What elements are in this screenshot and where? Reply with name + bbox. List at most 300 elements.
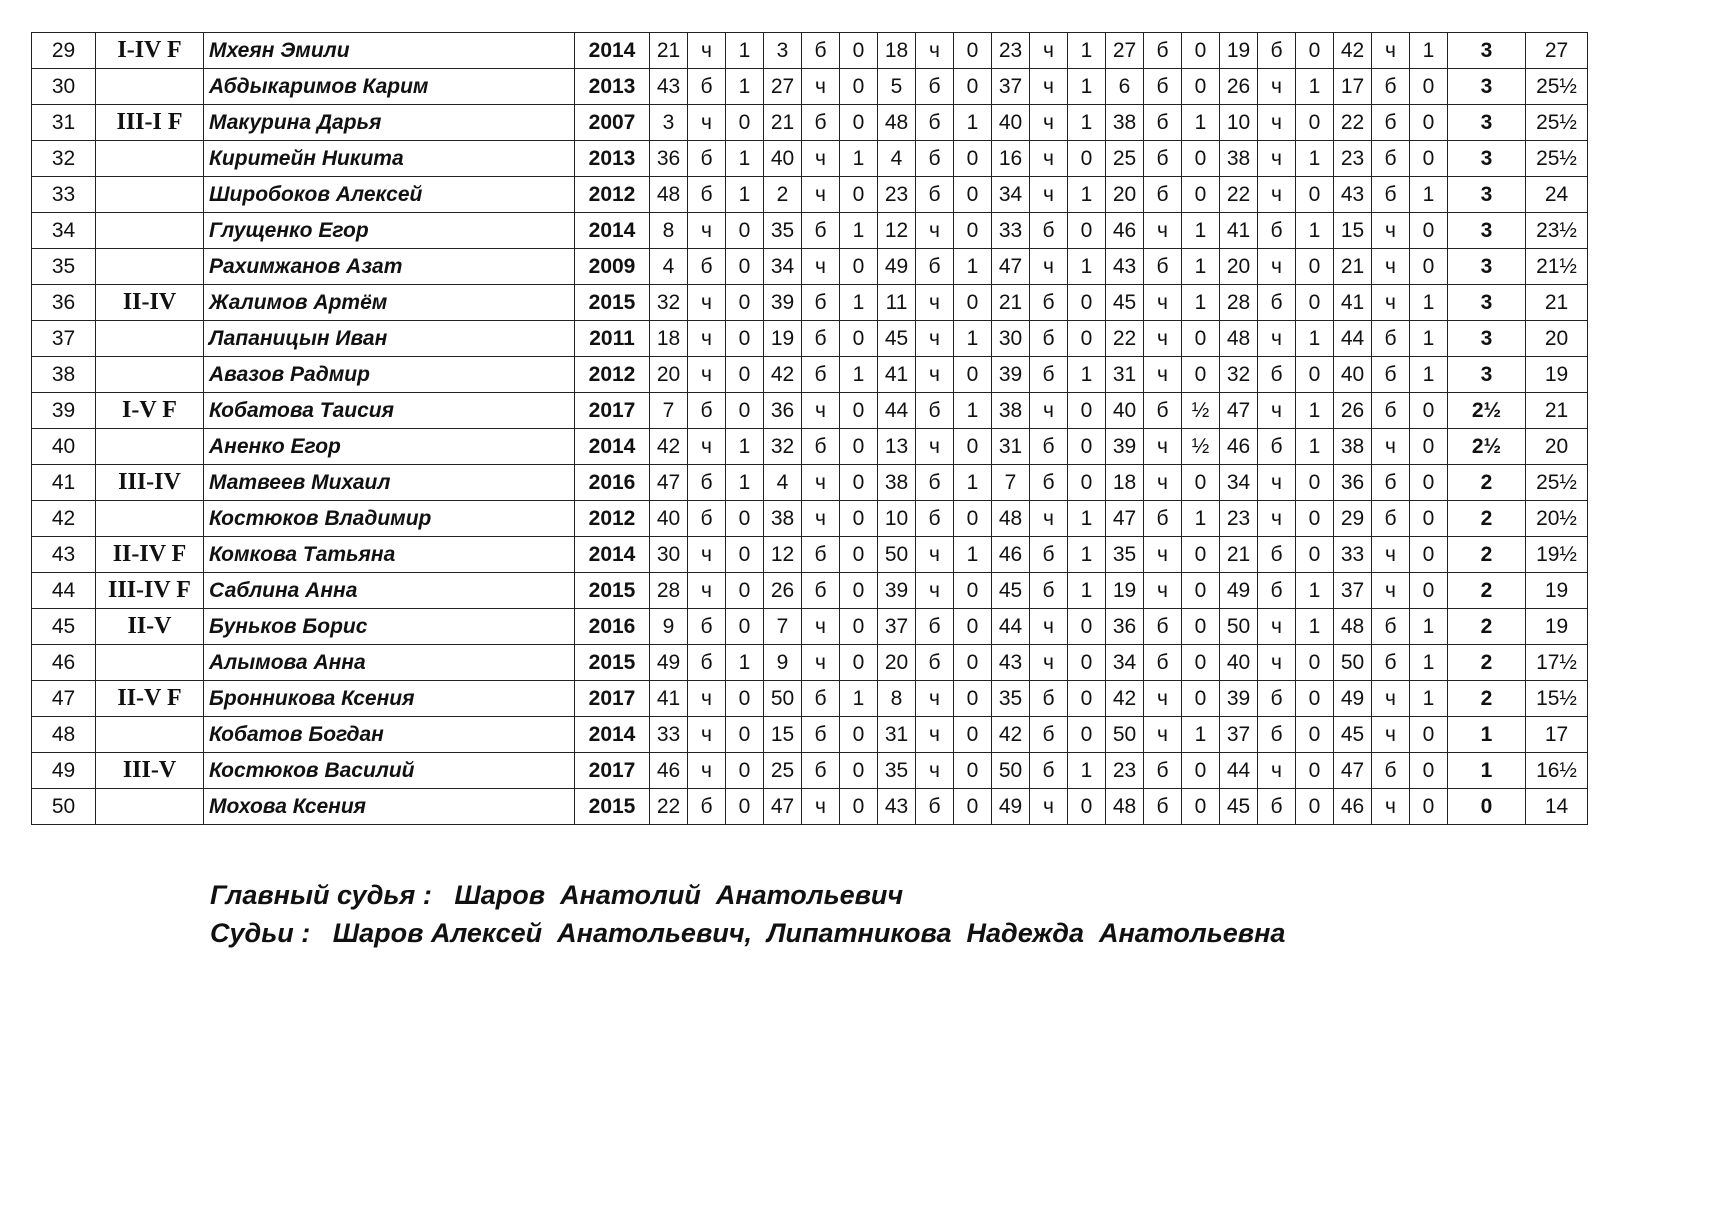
round-6-opponent-cell: 21 — [1220, 537, 1258, 573]
round-5-color-cell: ч — [1144, 429, 1182, 465]
round-6-color-cell: б — [1258, 681, 1296, 717]
birth-year-cell: 2009 — [575, 249, 650, 285]
round-5-opponent-cell: 46 — [1106, 213, 1144, 249]
round-3-color-cell: б — [916, 177, 954, 213]
round-4-color-cell: б — [1030, 753, 1068, 789]
round-2-opponent-cell: 21 — [764, 105, 802, 141]
birth-year-cell: 2014 — [575, 33, 650, 69]
round-3-result-cell: 0 — [954, 141, 992, 177]
round-1-result-cell: 0 — [726, 285, 764, 321]
points-cell: 2½ — [1448, 393, 1526, 429]
round-3-color-cell: б — [916, 249, 954, 285]
round-2-result-cell: 1 — [840, 141, 878, 177]
tiebreak-cell: 25½ — [1526, 141, 1588, 177]
round-7-color-cell: ч — [1372, 681, 1410, 717]
place-cell: 46 — [32, 645, 96, 681]
round-2-color-cell: б — [802, 321, 840, 357]
category-cell: II-IV F — [96, 537, 204, 573]
round-1-color-cell: б — [688, 393, 726, 429]
round-3-opponent-cell: 45 — [878, 321, 916, 357]
round-3-color-cell: б — [916, 141, 954, 177]
points-cell: 0 — [1448, 789, 1526, 825]
round-7-opponent-cell: 48 — [1334, 609, 1372, 645]
round-7-opponent-cell: 37 — [1334, 573, 1372, 609]
round-6-opponent-cell: 39 — [1220, 681, 1258, 717]
round-4-opponent-cell: 48 — [992, 501, 1030, 537]
table-row — [32, 393, 1588, 429]
round-6-opponent-cell: 34 — [1220, 465, 1258, 501]
round-6-result-cell: 1 — [1296, 573, 1334, 609]
round-7-result-cell: 1 — [1410, 33, 1448, 69]
round-7-color-cell: б — [1372, 177, 1410, 213]
round-3-result-cell: 0 — [954, 573, 992, 609]
round-1-result-cell: 1 — [726, 465, 764, 501]
table-row — [32, 681, 1588, 717]
category-cell: III-IV F — [96, 573, 204, 609]
round-1-opponent-cell: 22 — [650, 789, 688, 825]
round-3-opponent-cell: 49 — [878, 249, 916, 285]
player-name-cell: Абдыкаримов Карим — [204, 69, 575, 105]
round-1-color-cell: б — [688, 177, 726, 213]
round-4-result-cell: 0 — [1068, 213, 1106, 249]
round-6-color-cell: ч — [1258, 609, 1296, 645]
round-6-opponent-cell: 26 — [1220, 69, 1258, 105]
round-3-color-cell: ч — [916, 213, 954, 249]
round-7-color-cell: б — [1372, 645, 1410, 681]
round-5-result-cell: 0 — [1182, 753, 1220, 789]
round-3-color-cell: б — [916, 645, 954, 681]
round-2-color-cell: ч — [802, 645, 840, 681]
round-4-result-cell: 1 — [1068, 105, 1106, 141]
round-5-color-cell: б — [1144, 177, 1182, 213]
round-1-result-cell: 0 — [726, 249, 764, 285]
round-1-result-cell: 0 — [726, 537, 764, 573]
round-3-color-cell: б — [916, 789, 954, 825]
round-1-opponent-cell: 18 — [650, 321, 688, 357]
round-4-opponent-cell: 21 — [992, 285, 1030, 321]
round-3-opponent-cell: 39 — [878, 573, 916, 609]
round-1-result-cell: 0 — [726, 213, 764, 249]
birth-year-cell: 2013 — [575, 141, 650, 177]
round-5-opponent-cell: 31 — [1106, 357, 1144, 393]
player-name-cell: Комкова Татьяна — [204, 537, 575, 573]
round-4-color-cell: б — [1030, 213, 1068, 249]
round-5-result-cell: 0 — [1182, 357, 1220, 393]
round-7-opponent-cell: 15 — [1334, 213, 1372, 249]
round-5-opponent-cell: 36 — [1106, 609, 1144, 645]
points-cell: 3 — [1448, 177, 1526, 213]
round-3-result-cell: 0 — [954, 645, 992, 681]
round-5-color-cell: б — [1144, 393, 1182, 429]
round-2-opponent-cell: 3 — [764, 33, 802, 69]
round-2-color-cell: б — [802, 429, 840, 465]
category-cell: III-I F — [96, 105, 204, 141]
round-6-opponent-cell: 20 — [1220, 249, 1258, 285]
round-7-opponent-cell: 29 — [1334, 501, 1372, 537]
place-cell: 42 — [32, 501, 96, 537]
round-6-color-cell: ч — [1258, 501, 1296, 537]
round-2-result-cell: 0 — [840, 645, 878, 681]
round-6-opponent-cell: 47 — [1220, 393, 1258, 429]
round-7-opponent-cell: 17 — [1334, 69, 1372, 105]
place-cell: 29 — [32, 33, 96, 69]
place-cell: 41 — [32, 465, 96, 501]
table-row — [32, 789, 1588, 825]
round-5-result-cell: ½ — [1182, 429, 1220, 465]
round-5-result-cell: 0 — [1182, 33, 1220, 69]
category-cell — [96, 177, 204, 213]
category-cell — [96, 141, 204, 177]
round-6-color-cell: ч — [1258, 177, 1296, 213]
round-1-color-cell: ч — [688, 717, 726, 753]
player-name-cell: Алымова Анна — [204, 645, 575, 681]
round-6-color-cell: ч — [1258, 645, 1296, 681]
round-3-opponent-cell: 44 — [878, 393, 916, 429]
tiebreak-cell: 20 — [1526, 321, 1588, 357]
round-1-result-cell: 0 — [726, 105, 764, 141]
round-4-result-cell: 1 — [1068, 753, 1106, 789]
round-3-result-cell: 0 — [954, 609, 992, 645]
round-5-result-cell: 1 — [1182, 249, 1220, 285]
round-5-opponent-cell: 38 — [1106, 105, 1144, 141]
category-cell: III-IV — [96, 465, 204, 501]
round-2-color-cell: ч — [802, 501, 840, 537]
round-5-opponent-cell: 6 — [1106, 69, 1144, 105]
chief-judge-line: Главный судья : Шаров Анатолий Анатольевич — [210, 880, 904, 910]
round-4-color-cell: ч — [1030, 33, 1068, 69]
round-6-opponent-cell: 48 — [1220, 321, 1258, 357]
round-7-result-cell: 1 — [1410, 285, 1448, 321]
round-5-result-cell: 0 — [1182, 537, 1220, 573]
round-3-opponent-cell: 11 — [878, 285, 916, 321]
round-1-result-cell: 1 — [726, 177, 764, 213]
round-3-result-cell: 0 — [954, 717, 992, 753]
round-3-opponent-cell: 13 — [878, 429, 916, 465]
round-1-opponent-cell: 46 — [650, 753, 688, 789]
player-name-cell: Лапаницын Иван — [204, 321, 575, 357]
tiebreak-cell: 21½ — [1526, 249, 1588, 285]
round-6-opponent-cell: 28 — [1220, 285, 1258, 321]
round-2-color-cell: б — [802, 573, 840, 609]
round-6-result-cell: 1 — [1296, 609, 1334, 645]
round-2-result-cell: 0 — [840, 177, 878, 213]
round-1-result-cell: 0 — [726, 789, 764, 825]
round-7-result-cell: 0 — [1410, 789, 1448, 825]
round-1-color-cell: ч — [688, 213, 726, 249]
round-5-color-cell: б — [1144, 501, 1182, 537]
round-1-color-cell: б — [688, 501, 726, 537]
place-cell: 30 — [32, 69, 96, 105]
category-cell — [96, 357, 204, 393]
player-name-cell: Рахимжанов Азат — [204, 249, 575, 285]
round-2-result-cell: 1 — [840, 357, 878, 393]
round-5-result-cell: 1 — [1182, 285, 1220, 321]
round-2-result-cell: 0 — [840, 609, 878, 645]
round-2-opponent-cell: 32 — [764, 429, 802, 465]
round-1-result-cell: 1 — [726, 69, 764, 105]
round-6-opponent-cell: 37 — [1220, 717, 1258, 753]
round-6-color-cell: б — [1258, 573, 1296, 609]
round-4-result-cell: 1 — [1068, 501, 1106, 537]
round-4-color-cell: б — [1030, 321, 1068, 357]
round-2-result-cell: 0 — [840, 321, 878, 357]
table-row — [32, 285, 1588, 321]
round-3-opponent-cell: 38 — [878, 465, 916, 501]
category-cell: I-V F — [96, 393, 204, 429]
round-1-opponent-cell: 36 — [650, 141, 688, 177]
round-4-result-cell: 1 — [1068, 249, 1106, 285]
round-6-result-cell: 1 — [1296, 321, 1334, 357]
round-3-color-cell: ч — [916, 33, 954, 69]
round-3-color-cell: б — [916, 501, 954, 537]
round-5-color-cell: ч — [1144, 465, 1182, 501]
round-5-opponent-cell: 27 — [1106, 33, 1144, 69]
round-3-opponent-cell: 18 — [878, 33, 916, 69]
round-2-result-cell: 0 — [840, 33, 878, 69]
round-6-color-cell: б — [1258, 33, 1296, 69]
round-4-color-cell: б — [1030, 537, 1068, 573]
birth-year-cell: 2016 — [575, 609, 650, 645]
tiebreak-cell: 24 — [1526, 177, 1588, 213]
round-4-opponent-cell: 37 — [992, 69, 1030, 105]
round-3-result-cell: 1 — [954, 465, 992, 501]
round-5-opponent-cell: 47 — [1106, 501, 1144, 537]
round-3-opponent-cell: 37 — [878, 609, 916, 645]
judges-line: Судьи : Шаров Алексей Анатольевич, Липатникова Надежда Анатольевна — [210, 918, 1286, 948]
category-cell — [96, 429, 204, 465]
round-3-opponent-cell: 12 — [878, 213, 916, 249]
round-2-color-cell: б — [802, 681, 840, 717]
round-6-opponent-cell: 22 — [1220, 177, 1258, 213]
round-1-color-cell: б — [688, 789, 726, 825]
round-1-color-cell: ч — [688, 285, 726, 321]
round-1-opponent-cell: 41 — [650, 681, 688, 717]
round-2-color-cell: б — [802, 537, 840, 573]
round-3-opponent-cell: 48 — [878, 105, 916, 141]
birth-year-cell: 2015 — [575, 573, 650, 609]
player-name-cell: Аненко Егор — [204, 429, 575, 465]
category-cell — [96, 717, 204, 753]
round-3-opponent-cell: 31 — [878, 717, 916, 753]
round-3-opponent-cell: 50 — [878, 537, 916, 573]
round-1-color-cell: ч — [688, 33, 726, 69]
round-1-opponent-cell: 43 — [650, 69, 688, 105]
round-4-color-cell: б — [1030, 285, 1068, 321]
points-cell: 1 — [1448, 753, 1526, 789]
birth-year-cell: 2012 — [575, 177, 650, 213]
round-3-opponent-cell: 23 — [878, 177, 916, 213]
table-row — [32, 141, 1588, 177]
round-2-opponent-cell: 47 — [764, 789, 802, 825]
round-6-color-cell: б — [1258, 429, 1296, 465]
round-2-result-cell: 1 — [840, 213, 878, 249]
round-2-opponent-cell: 25 — [764, 753, 802, 789]
round-4-color-cell: б — [1030, 717, 1068, 753]
round-3-result-cell: 0 — [954, 429, 992, 465]
round-2-opponent-cell: 2 — [764, 177, 802, 213]
round-7-color-cell: б — [1372, 69, 1410, 105]
round-2-opponent-cell: 19 — [764, 321, 802, 357]
round-2-opponent-cell: 34 — [764, 249, 802, 285]
table-row — [32, 321, 1588, 357]
round-2-result-cell: 1 — [840, 285, 878, 321]
round-5-color-cell: б — [1144, 33, 1182, 69]
round-3-result-cell: 1 — [954, 249, 992, 285]
round-4-opponent-cell: 39 — [992, 357, 1030, 393]
round-4-color-cell: ч — [1030, 393, 1068, 429]
round-2-opponent-cell: 50 — [764, 681, 802, 717]
round-1-opponent-cell: 20 — [650, 357, 688, 393]
round-4-color-cell: б — [1030, 357, 1068, 393]
round-6-result-cell: 1 — [1296, 69, 1334, 105]
place-cell: 36 — [32, 285, 96, 321]
round-5-color-cell: ч — [1144, 537, 1182, 573]
round-7-color-cell: ч — [1372, 213, 1410, 249]
points-cell: 3 — [1448, 321, 1526, 357]
category-cell: II-V — [96, 609, 204, 645]
round-7-opponent-cell: 41 — [1334, 285, 1372, 321]
round-7-color-cell: б — [1372, 141, 1410, 177]
place-cell: 39 — [32, 393, 96, 429]
round-5-color-cell: б — [1144, 105, 1182, 141]
round-5-color-cell: ч — [1144, 681, 1182, 717]
points-cell: 2 — [1448, 681, 1526, 717]
round-4-color-cell: ч — [1030, 789, 1068, 825]
round-6-result-cell: 0 — [1296, 753, 1334, 789]
round-2-color-cell: ч — [802, 141, 840, 177]
round-3-color-cell: ч — [916, 537, 954, 573]
round-4-color-cell: ч — [1030, 609, 1068, 645]
round-7-color-cell: ч — [1372, 573, 1410, 609]
birth-year-cell: 2014 — [575, 537, 650, 573]
round-7-color-cell: б — [1372, 393, 1410, 429]
table-row — [32, 177, 1588, 213]
round-7-result-cell: 1 — [1410, 321, 1448, 357]
round-2-opponent-cell: 9 — [764, 645, 802, 681]
player-name-cell: Мохова Ксения — [204, 789, 575, 825]
round-6-opponent-cell: 44 — [1220, 753, 1258, 789]
round-7-color-cell: ч — [1372, 249, 1410, 285]
round-2-result-cell: 0 — [840, 501, 878, 537]
round-4-opponent-cell: 44 — [992, 609, 1030, 645]
round-7-opponent-cell: 38 — [1334, 429, 1372, 465]
table-row — [32, 465, 1588, 501]
round-3-color-cell: б — [916, 105, 954, 141]
round-5-opponent-cell: 39 — [1106, 429, 1144, 465]
round-6-color-cell: ч — [1258, 321, 1296, 357]
round-5-opponent-cell: 48 — [1106, 789, 1144, 825]
round-5-result-cell: 0 — [1182, 681, 1220, 717]
round-5-opponent-cell: 50 — [1106, 717, 1144, 753]
tiebreak-cell: 21 — [1526, 393, 1588, 429]
round-1-opponent-cell: 48 — [650, 177, 688, 213]
table-row — [32, 357, 1588, 393]
round-5-opponent-cell: 22 — [1106, 321, 1144, 357]
round-7-color-cell: б — [1372, 105, 1410, 141]
round-3-result-cell: 0 — [954, 789, 992, 825]
round-1-result-cell: 1 — [726, 141, 764, 177]
round-7-color-cell: ч — [1372, 429, 1410, 465]
round-4-result-cell: 1 — [1068, 537, 1106, 573]
round-7-color-cell: б — [1372, 501, 1410, 537]
player-name-cell: Жалимов Артём — [204, 285, 575, 321]
round-3-color-cell: ч — [916, 321, 954, 357]
round-7-color-cell: ч — [1372, 789, 1410, 825]
round-2-color-cell: ч — [802, 177, 840, 213]
points-cell: 3 — [1448, 213, 1526, 249]
category-cell — [96, 789, 204, 825]
table-row — [32, 33, 1588, 69]
round-5-result-cell: ½ — [1182, 393, 1220, 429]
round-1-opponent-cell: 9 — [650, 609, 688, 645]
round-4-opponent-cell: 23 — [992, 33, 1030, 69]
round-4-opponent-cell: 42 — [992, 717, 1030, 753]
tiebreak-cell: 15½ — [1526, 681, 1588, 717]
round-4-result-cell: 0 — [1068, 645, 1106, 681]
round-2-opponent-cell: 12 — [764, 537, 802, 573]
round-2-color-cell: ч — [802, 393, 840, 429]
round-5-color-cell: б — [1144, 645, 1182, 681]
player-name-cell: Саблина Анна — [204, 573, 575, 609]
round-3-result-cell: 1 — [954, 105, 992, 141]
round-1-result-cell: 0 — [726, 753, 764, 789]
round-3-result-cell: 0 — [954, 213, 992, 249]
round-3-color-cell: ч — [916, 285, 954, 321]
round-3-opponent-cell: 35 — [878, 753, 916, 789]
round-4-opponent-cell: 40 — [992, 105, 1030, 141]
round-3-color-cell: б — [916, 393, 954, 429]
round-6-result-cell: 0 — [1296, 33, 1334, 69]
birth-year-cell: 2015 — [575, 645, 650, 681]
round-4-color-cell: ч — [1030, 645, 1068, 681]
tiebreak-cell: 19 — [1526, 357, 1588, 393]
round-4-result-cell: 0 — [1068, 285, 1106, 321]
player-name-cell: Киритейн Никита — [204, 141, 575, 177]
birth-year-cell: 2013 — [575, 69, 650, 105]
round-4-opponent-cell: 35 — [992, 681, 1030, 717]
round-1-color-cell: ч — [688, 753, 726, 789]
round-4-opponent-cell: 31 — [992, 429, 1030, 465]
round-2-result-cell: 0 — [840, 105, 878, 141]
round-3-result-cell: 0 — [954, 501, 992, 537]
points-cell: 3 — [1448, 249, 1526, 285]
points-cell: 2 — [1448, 465, 1526, 501]
round-6-color-cell: б — [1258, 789, 1296, 825]
round-1-opponent-cell: 33 — [650, 717, 688, 753]
round-2-result-cell: 1 — [840, 681, 878, 717]
round-1-result-cell: 0 — [726, 681, 764, 717]
points-cell: 3 — [1448, 141, 1526, 177]
place-cell: 43 — [32, 537, 96, 573]
round-5-result-cell: 0 — [1182, 645, 1220, 681]
round-1-color-cell: ч — [688, 681, 726, 717]
round-7-opponent-cell: 43 — [1334, 177, 1372, 213]
round-4-color-cell: ч — [1030, 105, 1068, 141]
round-7-color-cell: б — [1372, 753, 1410, 789]
round-7-opponent-cell: 49 — [1334, 681, 1372, 717]
place-cell: 40 — [32, 429, 96, 465]
round-2-color-cell: ч — [802, 249, 840, 285]
round-5-color-cell: ч — [1144, 321, 1182, 357]
points-cell: 2 — [1448, 609, 1526, 645]
round-7-opponent-cell: 26 — [1334, 393, 1372, 429]
round-3-opponent-cell: 10 — [878, 501, 916, 537]
round-7-opponent-cell: 47 — [1334, 753, 1372, 789]
round-4-result-cell: 0 — [1068, 465, 1106, 501]
round-4-opponent-cell: 46 — [992, 537, 1030, 573]
tiebreak-cell: 17½ — [1526, 645, 1588, 681]
round-2-color-cell: ч — [802, 69, 840, 105]
